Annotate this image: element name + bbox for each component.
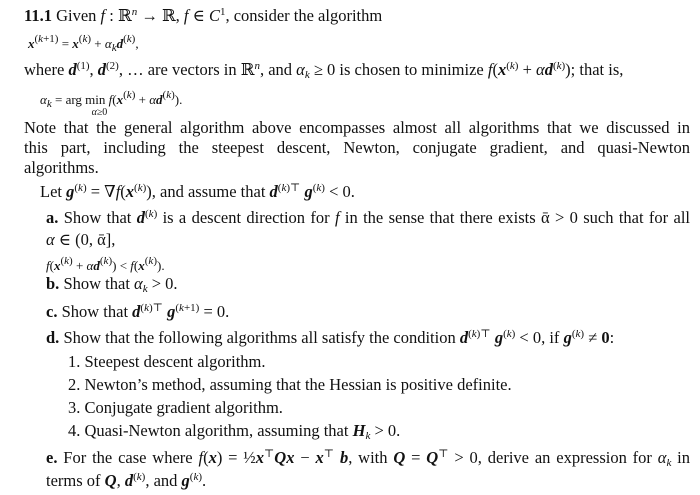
part-a: a. Show that $d^{(k)}$ is a descent direction for f in the sense that there exists ᾱ > 0 such that for all xyxy=(46,208,690,227)
problem-number: 11.1 xyxy=(24,6,52,25)
algorithm-item-2: 2. Newton’s method, assuming that the Hessian is positive definite. xyxy=(68,375,512,394)
part-d: d. Show that the following algorithms all satisfy the condition $d^{(k)⊤}$ $g^{(k)} < 0$, if $g^{(k)} \ne 0$: xyxy=(46,328,615,347)
algorithm-item-1: 1. Steepest descent algorithm. xyxy=(68,352,266,371)
problem-statement-line xyxy=(24,6,382,26)
part-e-continued: terms of Q, $d^{(k)}$, and $g^{(k)}$. xyxy=(46,471,207,490)
note-line-3: algorithms. xyxy=(24,158,99,177)
direction-description: where $d^{(1)}$, $d^{(2)}$, … are vectors in ℝ$^n$, and $\alpha_k \ge 0$ is chosen to minimize $f(x^{(k)} + \alpha d^{(k)})$; that is, xyxy=(24,60,624,81)
part-c: c. Show that $d^{(k)⊤}$ $g^{(k+1)} = 0$. xyxy=(46,302,230,321)
update-equation: $x^{(k+1)} = x^{(k)} + \alpha_kd^{(k)}$, xyxy=(28,33,139,54)
part-e: e. For the case where f(x) = ½x⊤Qx − x⊤ b, with Q = Q⊤ > 0, derive an expression for $\alpha_k$ in xyxy=(46,448,691,469)
part-a-interval: α ∈ (0, ᾱ], xyxy=(46,230,116,249)
step-size-equation: $\alpha_k$ = arg min α≥0 $f(x^{(k)} + \alpha d^{(k)})$. xyxy=(40,89,183,118)
algorithm-item-4: 4. Quasi-Newton algorithm, assuming that $H_k > 0$. xyxy=(68,421,401,442)
note-line-1: Note that the general algorithm above encompasses almost all algorithms that we discussed in xyxy=(24,118,690,137)
note-line-2: this part, including the steepest descent, Newton, conjugate gradient, and quasi-Newton xyxy=(24,138,690,157)
assumption-line: Let $g^{(k)} = \nabla f(x^{(k)})$, and assume that $d^{(k)⊤}$ $g^{(k)} < 0$. xyxy=(40,182,355,201)
algorithm-item-3: 3. Conjugate gradient algorithm. xyxy=(68,398,283,417)
problem-intro: Given f : ℝ$^n$ → ℝ, f ∈ $C^1$, consider the algorithm xyxy=(56,6,383,25)
part-b: b. Show that $\alpha_k > 0$. xyxy=(46,274,178,295)
part-a-inequality: $f(x^{(k)} + \alpha d^{(k)}) < f(x^{(k)})$. xyxy=(46,255,165,273)
